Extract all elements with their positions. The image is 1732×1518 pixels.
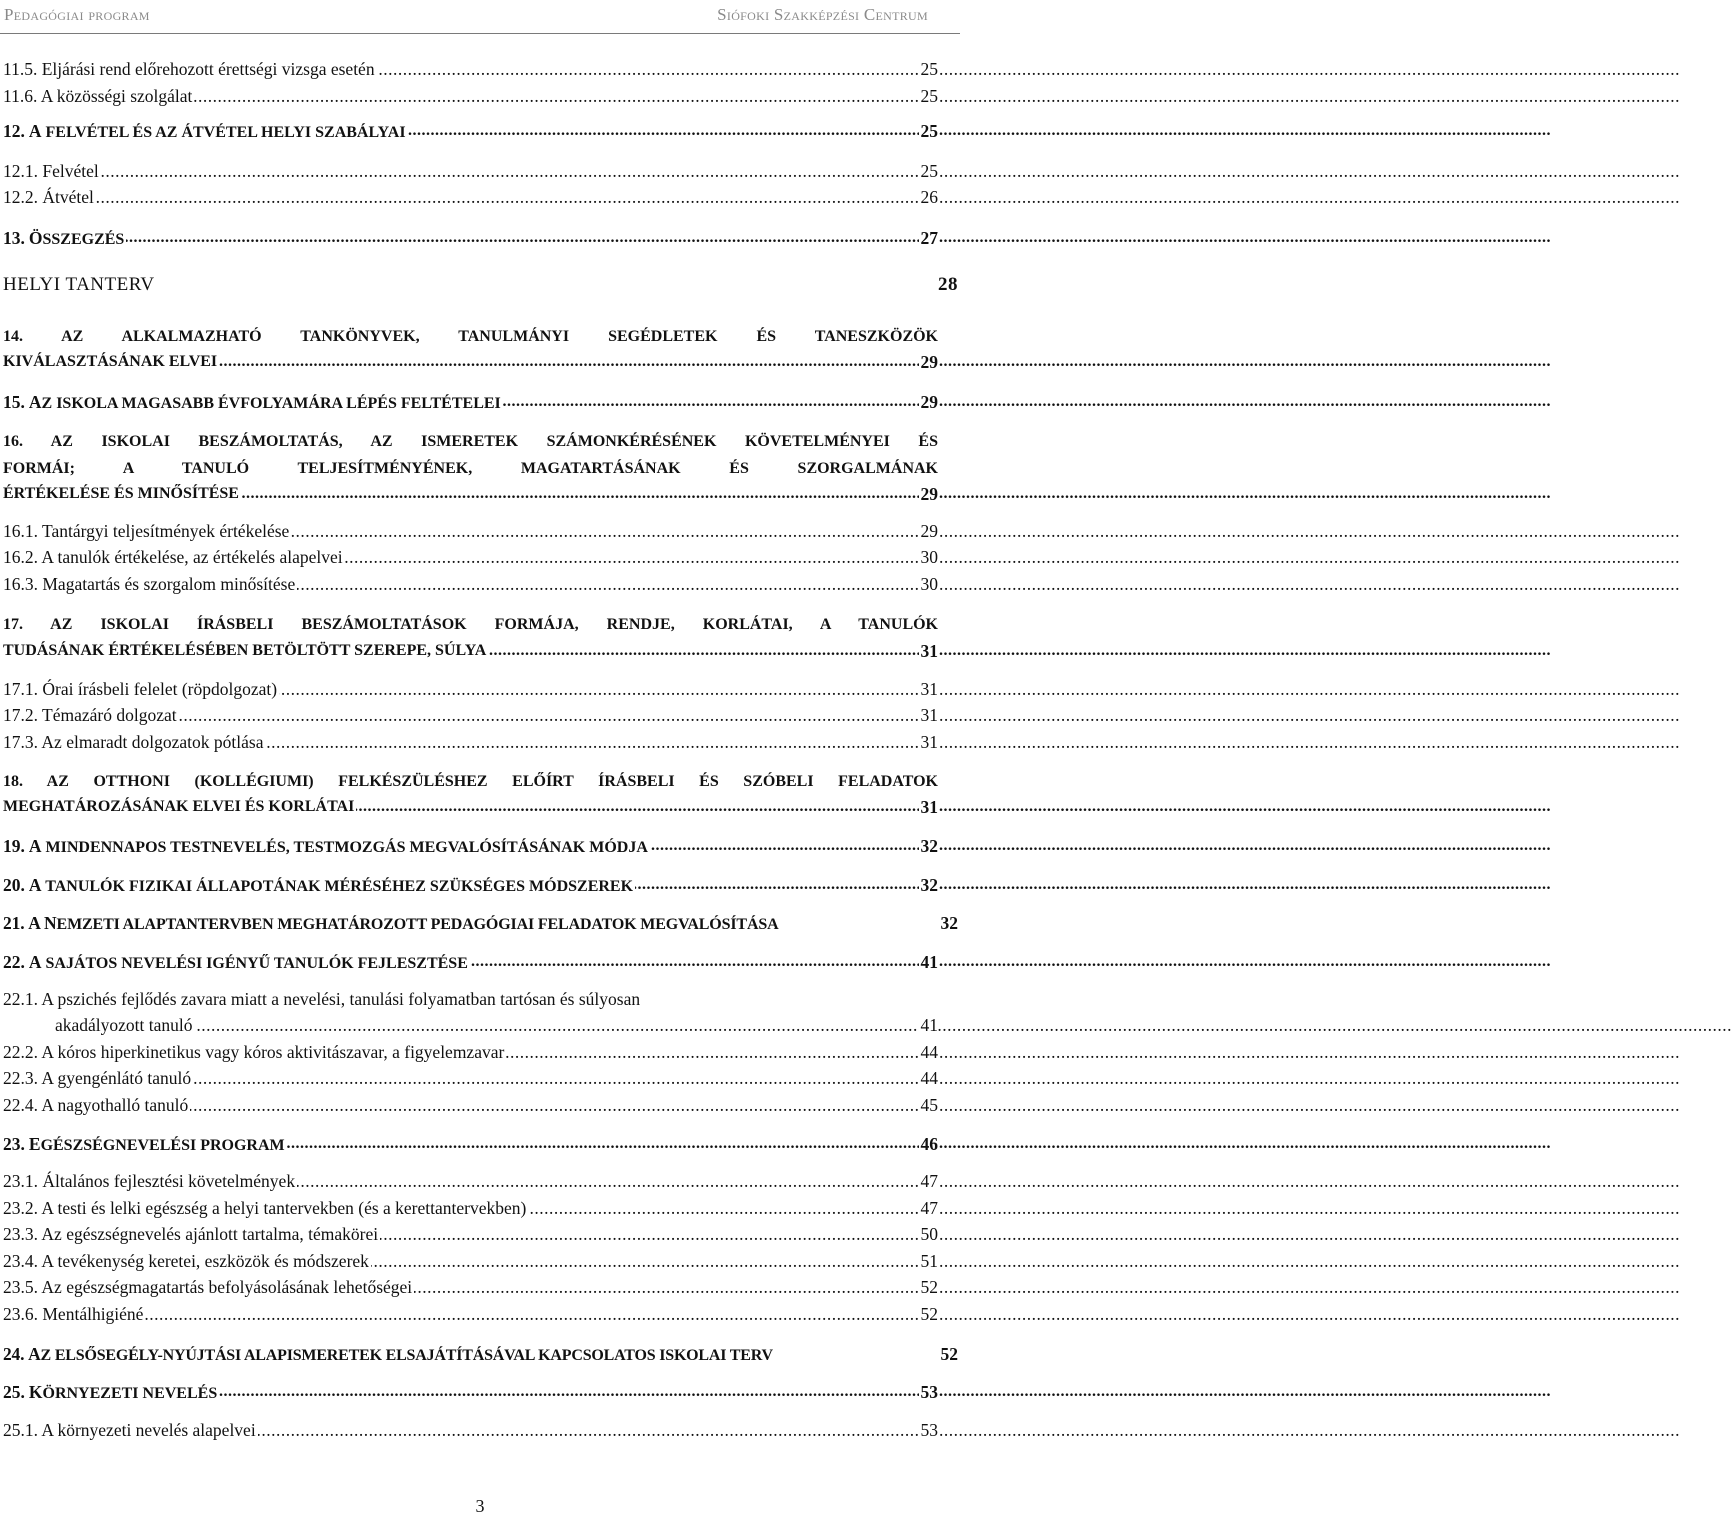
toc-entry-17-2[interactable]: 17.2. Témazáró dolgozat 31 .....: [3, 703, 938, 727]
toc-entry-19[interactable]: 19. A MINDENNAPOS TESTNEVELÉS, TESTMOZGÁS MEGVALÓSÍTÁSÁNAK MÓDJA 32 .....: [3, 834, 938, 860]
toc-entry-22[interactable]: 22. A SAJÁTOS NEVELÉSI IGÉNYŰ TANULÓK FEJLESZTÉSE 41 .....: [3, 950, 938, 976]
toc-entry-12-1[interactable]: 12.1. Felvétel 25 .....: [3, 159, 938, 183]
toc-entry-22-1-line1[interactable]: 22.1. A pszichés fejlődés zavara miatt a nevelési, tanulási folyamatban tartósan és súlyosan: [3, 989, 641, 1009]
toc-entry-25[interactable]: 25. KÖRNYEZETI NEVELÉS 53 .....: [3, 1380, 938, 1406]
toc-entry-25-1[interactable]: 25.1. A környezeti nevelés alapelvei 53 .....: [3, 1418, 938, 1442]
toc-entry-23-5[interactable]: 23.5. Az egészségmagatartás befolyásolásának lehetőségei 52 .....: [3, 1275, 938, 1299]
toc-entry-16-1[interactable]: 16.1. Tantárgyi teljesítmények értékelése 29 .....: [3, 519, 938, 543]
toc-entry-24[interactable]: 24. AZ ELSŐSEGÉLY-NYÚJTÁSI ALAPISMERETEK ELSAJÁTÍTÁSÁVAL KAPCSOLATOS ISKOLAI TERV 52: [3, 1344, 958, 1364]
toc-entry-14-line1[interactable]: 14. AZ ALKALMAZHATÓ TANKÖNYVEK, TANULMÁNYI SEGÉDLETEK ÉS TANESZKÖZÖK: [3, 328, 938, 345]
toc-entry-20[interactable]: 20. A TANULÓK FIZIKAI ÁLLAPOTÁNAK MÉRÉSÉHEZ SZÜKSÉGES MÓDSZEREK 32 .....: [3, 873, 938, 899]
toc-entry-14-line2[interactable]: KIVÁLASZTÁSÁNAK ELVEI 29 .....: [3, 350, 938, 374]
toc-entry-12[interactable]: 12. A FELVÉTEL ÉS AZ ÁTVÉTEL HELYI SZABÁLYAI 25 .....: [3, 119, 938, 145]
toc-entry-17-3[interactable]: 17.3. Az elmaradt dolgozatok pótlása 31 .....: [3, 730, 938, 754]
toc-entry-11-6[interactable]: 11.6. A közösségi szolgálat 25 .....: [3, 84, 938, 108]
toc-part-helyi-tanterv[interactable]: HELYI TANTERV 28: [3, 274, 958, 295]
toc-entry-16-2[interactable]: 16.2. A tanulók értékelése, az értékelés alapelvei 30 .....: [3, 545, 938, 569]
toc-entry-18-line1[interactable]: 18. AZ OTTHONI (KOLLÉGIUMI) FELKÉSZÜLÉSHEZ ELŐÍRT ÍRÁSBELI ÉS SZÓBELI FELADATOK: [3, 773, 938, 790]
toc-entry-16-line3[interactable]: ÉRTÉKELÉSE ÉS MINŐSÍTÉSE 29 .....: [3, 482, 938, 506]
toc-entry-12-2[interactable]: 12.2. Átvétel 26 .....: [3, 185, 938, 209]
toc-entry-15[interactable]: 15. AZ ISKOLA MAGASABB ÉVFOLYAMÁRA LÉPÉS FELTÉTELEI 29 .....: [3, 390, 938, 416]
toc-entry-18-line2[interactable]: MEGHATÁROZÁSÁNAK ELVEI ÉS KORLÁTAI 31 .....: [3, 795, 938, 819]
header-right-title: Siófoki Szakképzési Centrum: [717, 5, 928, 24]
toc-entry-16-line1[interactable]: 16. AZ ISKOLAI BESZÁMOLTATÁS, AZ ISMERETEK SZÁMONKÉRÉSÉNEK KÖVETELMÉNYEI ÉS: [3, 433, 938, 450]
toc-entry-17-1[interactable]: 17.1. Órai írásbeli felelet (röpdolgozat) 31 .....: [3, 677, 938, 701]
toc-entry-22-4[interactable]: 22.4. A nagyothalló tanuló 45 .....: [3, 1093, 938, 1117]
toc-entry-23-3[interactable]: 23.3. Az egészségnevelés ajánlott tartalma, témakörei 50 .....: [3, 1222, 938, 1246]
toc-entry-16-3[interactable]: 16.3. Magatartás és szorgalom minősítése 30 .....: [3, 572, 938, 596]
toc-entry-23-4[interactable]: 23.4. A tevékenység keretei, eszközök és módszerek 51 .....: [3, 1249, 938, 1273]
toc-entry-23-2[interactable]: 23.2. A testi és lelki egészség a helyi tantervekben (és a kerettantervekben) 47 .....: [3, 1196, 938, 1220]
toc-entry-22-1-line2[interactable]: akadályozott tanuló 41 .....: [55, 1013, 938, 1037]
toc-entry-23-6[interactable]: 23.6. Mentálhigiéné 52 .....: [3, 1302, 938, 1326]
header-divider: [0, 33, 960, 34]
toc-entry-13[interactable]: 13. ÖSSZEGZÉS 27 .....: [3, 226, 938, 252]
page-number: 3: [475, 1496, 485, 1516]
toc-entry-16-line2[interactable]: FORMÁI; A TANULÓ TELJESÍTMÉNYÉNEK, MAGATARTÁSÁNAK ÉS SZORGALMÁNAK: [3, 460, 938, 477]
header-left-title: Pedagógiai program: [4, 5, 150, 24]
toc-entry-23[interactable]: 23. EGÉSZSÉGNEVELÉSI PROGRAM 46 .....: [3, 1132, 938, 1158]
toc-entry-23-1[interactable]: 23.1. Általános fejlesztési követelmények 47 .....: [3, 1169, 938, 1193]
toc-entry-11-5[interactable]: 11.5. Eljárási rend előrehozott érettségi vizsga esetén 25 .....: [3, 57, 938, 81]
toc-entry-17-line2[interactable]: TUDÁSÁNAK ÉRTÉKELÉSÉBEN BETÖLTÖTT SZEREPE, SÚLYA 31 .....: [3, 639, 938, 663]
toc-entry-22-2[interactable]: 22.2. A kóros hiperkinetikus vagy kóros aktivitászavar, a figyelemzavar 44 .....: [3, 1040, 938, 1064]
toc-entry-22-3[interactable]: 22.3. A gyengénlátó tanuló 44 .....: [3, 1066, 938, 1090]
toc-entry-21[interactable]: 21. A NEMZETI ALAPTANTERVBEN MEGHATÁROZOTT PEDAGÓGIAI FELADATOK MEGVALÓSÍTÁSA 32: [3, 913, 958, 933]
toc-entry-17-line1[interactable]: 17. AZ ISKOLAI ÍRÁSBELI BESZÁMOLTATÁSOK FORMÁJA, RENDJE, KORLÁTAI, A TANULÓK: [3, 616, 938, 633]
